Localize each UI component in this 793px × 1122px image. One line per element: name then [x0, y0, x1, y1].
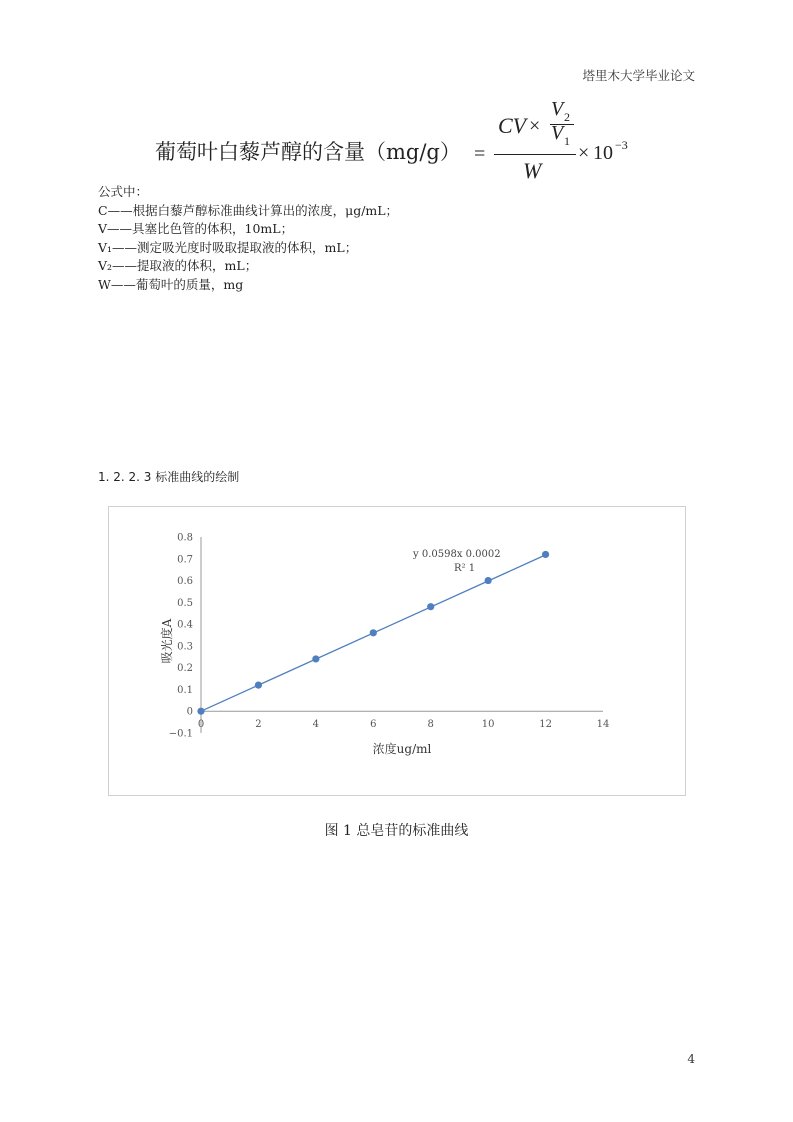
y-tick-label: 0 — [186, 706, 193, 718]
data-point — [427, 603, 434, 610]
formula-v2: V — [551, 98, 564, 120]
x-axis-title: 浓度ug/ml — [372, 742, 432, 756]
x-tick-label: 6 — [370, 719, 377, 731]
formula-legend — [98, 183, 398, 294]
formula-v1-sub: 1 — [564, 134, 570, 148]
data-point — [197, 708, 204, 715]
legend-title: 公式中： — [98, 184, 149, 199]
formula-fraction-bar — [494, 154, 576, 155]
y-tick-label: 0.2 — [177, 663, 193, 675]
formula-v2-sub: 2 — [564, 110, 570, 124]
y-tick-label: 0.1 — [177, 684, 193, 696]
data-point — [542, 551, 549, 558]
legend-item: V——具塞比色管的体积，10mL； — [98, 221, 294, 236]
chart-frame — [108, 506, 686, 796]
y-tick-label: 0.4 — [177, 619, 193, 631]
x-tick-label: 14 — [596, 719, 610, 731]
y-tick-label: −0.1 — [168, 728, 193, 740]
trendline-equation: y 0.0598x 0.0002 — [413, 549, 501, 560]
legend-item: W——葡萄叶的质量，mg — [98, 276, 244, 292]
formula-times: × — [529, 115, 541, 137]
formula-factor-times: × — [578, 142, 590, 164]
legend-item: V₂——提取液的体积，mL； — [98, 258, 258, 273]
x-tick-label: 0 — [197, 719, 205, 731]
formula-block — [0, 96, 793, 186]
x-tick-label: 4 — [312, 719, 320, 731]
y-tick-label: 0.8 — [177, 532, 193, 544]
section-heading: 1. 2. 2. 3 标准曲线的绘制 — [98, 470, 240, 484]
data-point — [370, 629, 377, 636]
data-point — [485, 577, 492, 584]
legend-item: C——根据白藜芦醇标准曲线计算出的浓度，μg/mL； — [98, 202, 399, 218]
y-tick-label: 0.5 — [177, 597, 193, 609]
formula-v1: V — [551, 122, 564, 144]
trendline-r2: R² 1 — [454, 563, 476, 574]
formula-factor-base: 10 — [593, 142, 613, 164]
y-tick-label: 0.6 — [177, 576, 193, 588]
formula-factor-exp: −3 — [615, 138, 628, 152]
x-tick-label: 2 — [255, 719, 262, 731]
formula-cv: CV — [498, 113, 527, 138]
y-tick-label: 0.3 — [177, 641, 193, 653]
x-tick-label: 10 — [481, 719, 495, 731]
formula-denominator: W — [523, 158, 542, 183]
page-header: 塔里木大学毕业论文 — [582, 68, 695, 83]
legend-item: V₁——测定吸光度时吸取提取液的体积，mL； — [98, 239, 358, 255]
figure-caption: 图 1 总皂苷的标准曲线 — [324, 823, 469, 839]
x-tick-label: 12 — [539, 719, 552, 731]
x-tick-label: 8 — [427, 719, 434, 731]
data-point — [312, 655, 319, 662]
data-point — [255, 681, 262, 688]
y-axis-title: 吸光度A — [160, 618, 174, 664]
formula-equals: = — [474, 143, 486, 165]
standard-curve-chart — [109, 507, 685, 795]
page-number: 4 — [687, 1052, 695, 1066]
y-tick-label: 0.7 — [177, 554, 193, 566]
formula-lhs: 葡萄叶白藜芦醇的含量（mg/g） — [155, 140, 461, 164]
